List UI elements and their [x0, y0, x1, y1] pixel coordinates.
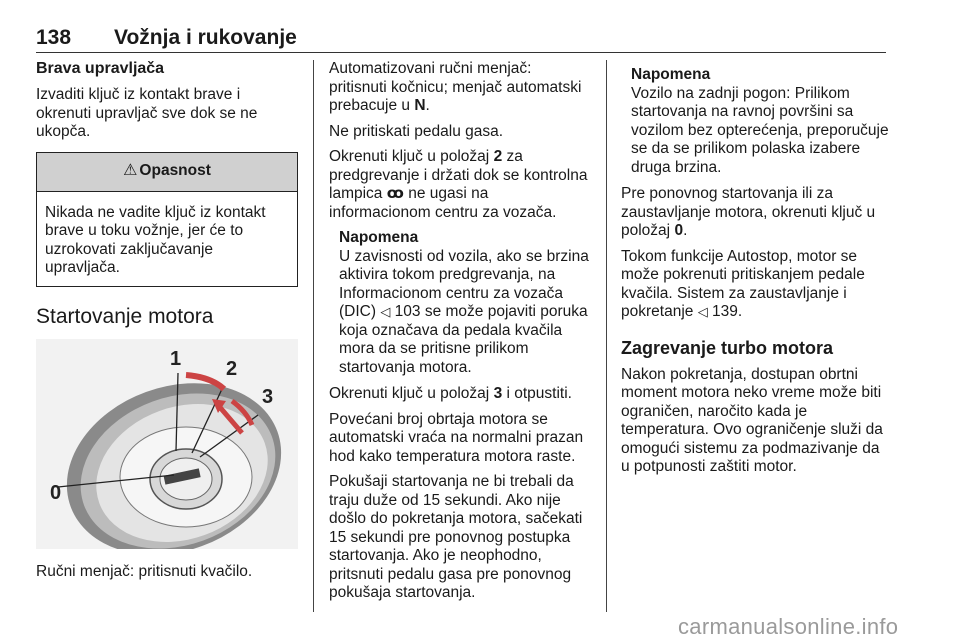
- preheat-text-c: ne ugasi na informacionom centru za vozača.: [329, 185, 557, 221]
- warning-body: Nikada ne vadite ključ iz kontakt brave u toku vožnje, jer će to uzrokovati zaključavanje upravljača.: [45, 203, 266, 276]
- position-label-2: 2: [226, 357, 238, 380]
- warning-header: [37, 153, 297, 192]
- figure-caption: Ručni menjač: pritisnuti kvačilo.: [36, 562, 253, 580]
- autostop-text-end: .: [737, 303, 743, 320]
- preheat-text-a: Okrenuti ključ u položaj: [329, 148, 490, 165]
- watermark: carmanualsonline.info: [678, 614, 899, 639]
- page-ref-icon-2: ◁: [697, 304, 708, 319]
- turn-key-text-a: Okrenuti ključ u položaj: [329, 385, 490, 402]
- autostop-text-a: Tokom funkcije Autostop, motor se može pokrenuti pritiskanjem pedale kvačila. Sistem za zaustavljanje i pokretanje: [621, 247, 865, 320]
- ignition-switch-figure: [36, 339, 298, 549]
- turbo-text: Nakon pokretanja, dostupan obrtni moment motora neko vreme može biti ograničen, naročito kada je temperatura. Ovo ograničenje služi da omogući sistemu za podmazivanje da u potpunosti zaštiti motor.: [621, 365, 883, 475]
- column-divider-1: [313, 60, 314, 612]
- page-number: 138: [36, 26, 72, 49]
- auto-manual-text-end: .: [425, 97, 430, 114]
- page-header: [36, 22, 886, 52]
- ignition-switch-illustration: [36, 339, 298, 549]
- idle-speed-text: Povećani broj obrtaja motora se automatski vraća na normalni prazan hod kako temperatura motora raste.: [329, 410, 584, 465]
- preheat-text: [329, 148, 593, 222]
- note-text-b: se može pojaviti poruka koja označava da pedala kvačila mora da se pritisne prilikom startovanja motora.: [339, 303, 588, 376]
- warning-icon: ⚠: [123, 162, 138, 180]
- page-ref-link-2[interactable]: 139: [712, 303, 738, 320]
- note-box-dic: [329, 229, 593, 377]
- section-heading-steering-lock: Brava upravljača: [36, 60, 165, 77]
- section-title-engine-start: Startovanje motora: [36, 304, 214, 328]
- note-rwd-a: Vozilo na zadnji pogon: Prilikom: [631, 84, 850, 102]
- autostop-text: [621, 248, 891, 322]
- warning-box: [36, 152, 298, 287]
- restart-text-a: Pre ponovnog startovanja ili za zaustavljanje motora, okrenuti ključ u položaj: [621, 185, 876, 239]
- position-0: 0: [674, 222, 684, 239]
- turn-key-3-text: [329, 385, 593, 404]
- position-label-3: 3: [262, 385, 274, 408]
- position-label-1: 1: [170, 347, 182, 370]
- page-ref-link[interactable]: 103: [394, 303, 421, 320]
- column-divider-2: [606, 60, 607, 612]
- warning-title: Opasnost: [139, 162, 211, 180]
- note-box-rwd: [621, 66, 891, 177]
- note-title-rwd: Napomena: [631, 66, 711, 83]
- page-ref-icon: ◁: [380, 304, 391, 319]
- position-2: 2: [493, 148, 503, 165]
- glow-plug-icon: ꝏ: [386, 185, 404, 202]
- section-heading-turbo: Zagrevanje turbo motora: [621, 337, 834, 358]
- no-throttle-text: Ne pritiskati pedalu gasa.: [329, 122, 504, 140]
- auto-manual-text-a: Automatizovani ručni menjač: pritisnuti kočnicu; menjač automatski prebacuje u: [329, 60, 582, 114]
- restart-text: [621, 185, 891, 241]
- steering-lock-text: Izvaditi ključ iz kontakt brave i okrenuti upravljač sve dok se ne ukopča.: [36, 86, 258, 140]
- position-label-0: 0: [50, 481, 62, 504]
- position-3: 3: [493, 385, 503, 402]
- restart-text-end: .: [683, 222, 688, 239]
- gear-n: N: [414, 97, 426, 114]
- column-middle: [329, 60, 593, 610]
- chapter-title: Vožnja i rukovanje: [114, 26, 297, 49]
- note-rwd-b: startovanja na ravnoj površini sa vozilom bez opterećenja, preporučuje se da se prilikom polaska izabere druga brzina.: [631, 103, 889, 176]
- column-left: [36, 60, 298, 588]
- auto-manual-text: [329, 60, 593, 116]
- preheat-text-b: za predgrevanje i držati dok se kontrolna lampica: [329, 148, 588, 202]
- start-attempts-text: Pokušaji startovanja ne bi trebali da traju duže od 15 sekundi. Ako nije došlo do pokretanja motora, sačekati 15 sekundi pre ponovnog postupka startovanja. Ako je neophodno, pritsnuti pedalu gasa pre ponovnog pokušaja startovanja.: [329, 473, 583, 601]
- note-text-rwd: [631, 85, 891, 178]
- note-text-a: U zavisnosti od vozila, ako se brzina aktivira tokom predgrevanja, na Informacionom centru za vozača (DIC): [339, 247, 589, 320]
- note-title: Napomena: [339, 229, 419, 246]
- column-right: [621, 60, 891, 484]
- note-text: [339, 248, 593, 378]
- header-rule: [36, 52, 886, 53]
- turn-key-text-b: i otpustiti.: [506, 385, 572, 402]
